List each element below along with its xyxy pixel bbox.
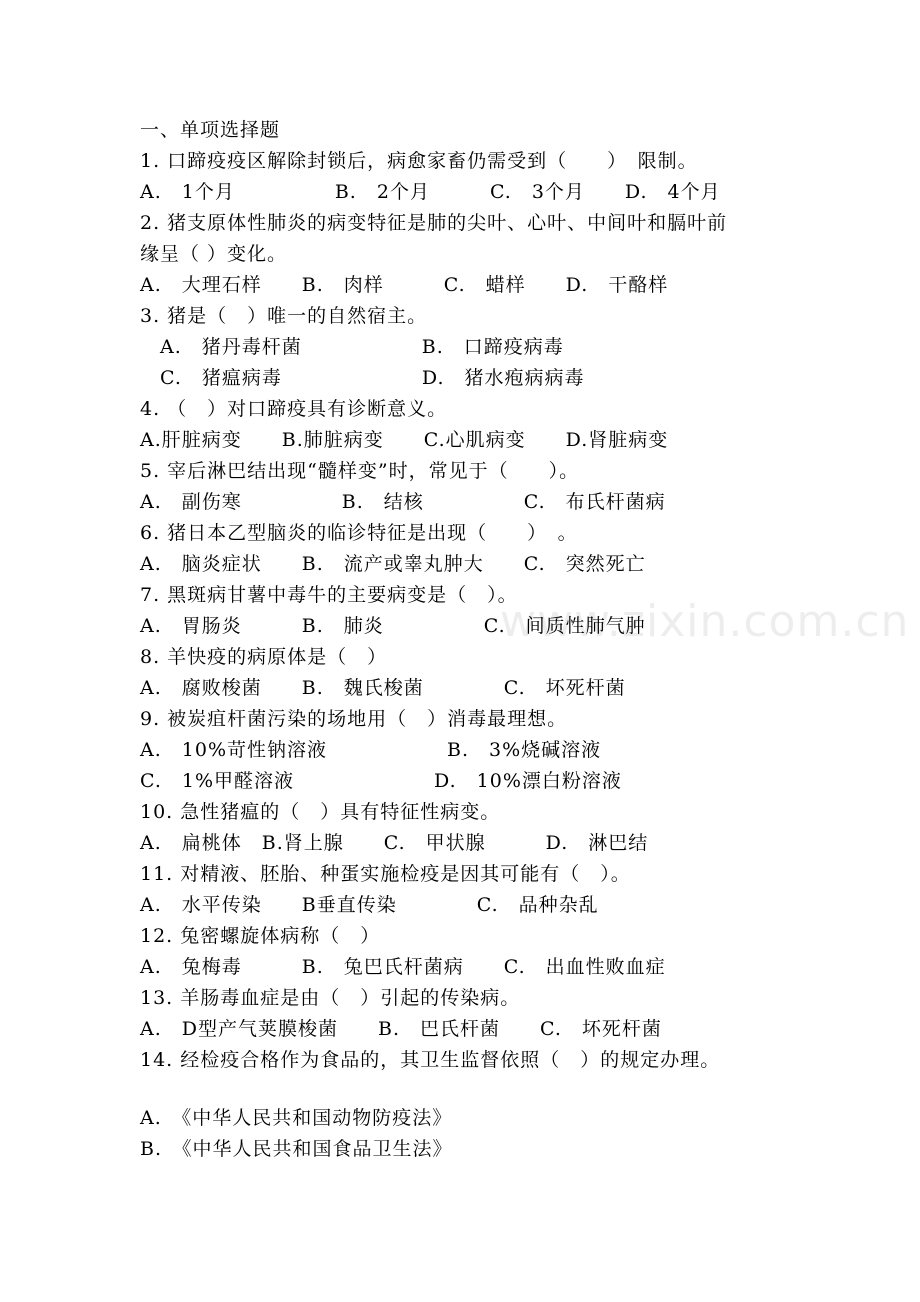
options-5: A. 副伤寒 B. 结核 C. 布氏杆菌病 — [140, 491, 666, 513]
question-4: 4. （ ）对口蹄疫具有诊断意义。 — [140, 398, 448, 420]
options-13: A. D型产气荚膜梭菌 B. 巴氏杆菌 C. 坏死杆菌 — [140, 1018, 662, 1040]
question-2-cont: 缘呈（ ）变化。 — [140, 243, 288, 265]
options-1: A. 1个月 B. 2个月 C. 3个月 D. 4个月 — [140, 181, 721, 203]
question-14: 14. 经检疫合格作为食品的，其卫生监督依照（ ）的规定办理。 — [140, 1049, 721, 1071]
options-10: A. 扁桃体 B.肾上腺 C. 甲状腺 D. 淋巴结 — [140, 832, 649, 854]
options-6: A. 脑炎症状 B. 流产或睾丸肿大 C. 突然死亡 — [140, 553, 646, 575]
question-2: 2. 猪支原体性肺炎的病变特征是肺的尖叶、心叶、中间叶和膈叶前 — [140, 212, 728, 234]
options-12: A. 兔梅毒 B. 兔巴氏杆菌病 C. 出血性败血症 — [140, 956, 666, 978]
options-8: A. 腐败梭菌 B. 魏氏梭菌 C. 坏死杆菌 — [140, 677, 626, 699]
options-11: A. 水平传染 B垂直传染 C. 品种杂乱 — [140, 894, 599, 916]
option-14b: B. 《中华人民共和国食品卫生法》 — [140, 1138, 453, 1160]
question-7: 7. 黑斑病甘薯中毒牛的主要病变是（ ）。 — [140, 584, 518, 606]
question-3: 3. 猪是（ ）唯一的自然宿主。 — [140, 305, 428, 327]
question-11: 11. 对精液、胚胎、种蛋实施检疫是因其可能有（ ）。 — [140, 863, 631, 885]
options-3b: C. 猪瘟病毒 D. 猪水疱病病毒 — [140, 367, 585, 389]
options-4: A.肝脏病变 B.肺脏病变 C.心肌病变 D.肾脏病变 — [140, 429, 669, 451]
question-9: 9. 被炭疽杆菌污染的场地用（ ）消毒最理想。 — [140, 708, 568, 730]
question-6: 6. 猪日本乙型脑炎的临诊特征是出现（ ） 。 — [140, 522, 578, 544]
question-13: 13. 羊肠毒血症是由（ ）引起的传染病。 — [140, 987, 521, 1009]
options-2: A. 大理石样 B. 肉样 C. 蜡样 D. 干酪样 — [140, 274, 669, 296]
question-1: 1. 口蹄疫疫区解除封锁后，病愈家畜仍需受到（ ） 限制。 — [140, 150, 698, 172]
options-7: A. 胃肠炎 B. 肺炎 C. 间质性肺气肿 — [140, 615, 646, 637]
section-heading: 一、单项选择题 — [140, 119, 281, 141]
options-3a: A. 猪丹毒杆菌 B. 口蹄疫病毒 — [140, 336, 564, 358]
option-14a: A. 《中华人民共和国动物防疫法》 — [140, 1107, 453, 1129]
question-12: 12. 兔密螺旋体病称（ ） — [140, 925, 381, 947]
question-5: 5. 宰后淋巴结出现“髓样变”时，常见于（ ）。 — [140, 460, 580, 482]
options-9a: A. 10%苛性钠溶液 B. 3%烧碱溶液 — [140, 739, 602, 761]
watermark: www.zixin.com.cn — [500, 596, 910, 647]
question-10: 10. 急性猪瘟的（ ）具有特征性病变。 — [140, 801, 501, 823]
question-8: 8. 羊快疫的病原体是（ ） — [140, 646, 388, 668]
options-9b: C. 1%甲醛溶液 D. 10%漂白粉溶液 — [140, 770, 622, 792]
